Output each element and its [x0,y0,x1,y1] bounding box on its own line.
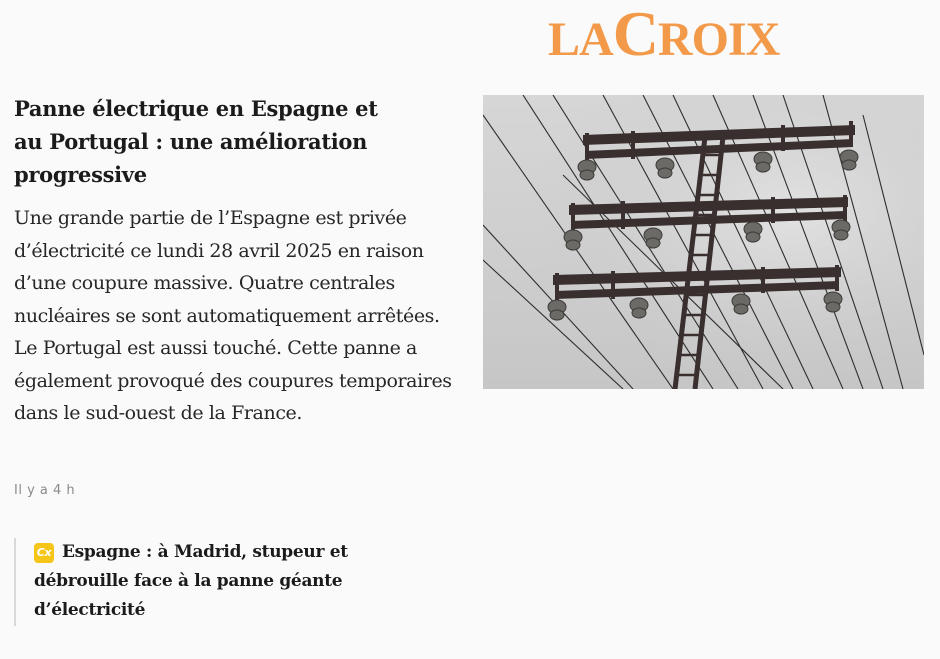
article-photo[interactable] [483,95,924,389]
power-pylon-photo-icon [483,95,924,389]
related-article-text: Espagne : à Madrid, stupeur et débrouille face à la panne géante d’électricité [34,542,348,620]
cx-badge-icon: Cx [34,543,54,563]
logo-la: LA [548,13,613,66]
article-timestamp: Il y a 4 h [14,483,76,498]
article-headline[interactable]: Panne électrique en Espagne et au Portugal : une amélioration progressive [14,96,378,187]
logo-c: C [612,0,658,69]
logo-roix: ROIX [657,13,780,66]
related-article-title[interactable] [34,538,404,625]
la-croix-logo[interactable] [548,0,864,69]
related-article[interactable] [14,538,416,626]
article-summary: Une grande partie de l’Espagne est privée d’électricité ce lundi 28 avril 2025 en raison d’une coupure massive. Quatre centrales nucléaires se sont automatiquement arrêtées. Le Portugal est aussi touché. Cette panne a également provoqué des coupures temporaires dans le sud-ouest de la France. [14,207,452,424]
